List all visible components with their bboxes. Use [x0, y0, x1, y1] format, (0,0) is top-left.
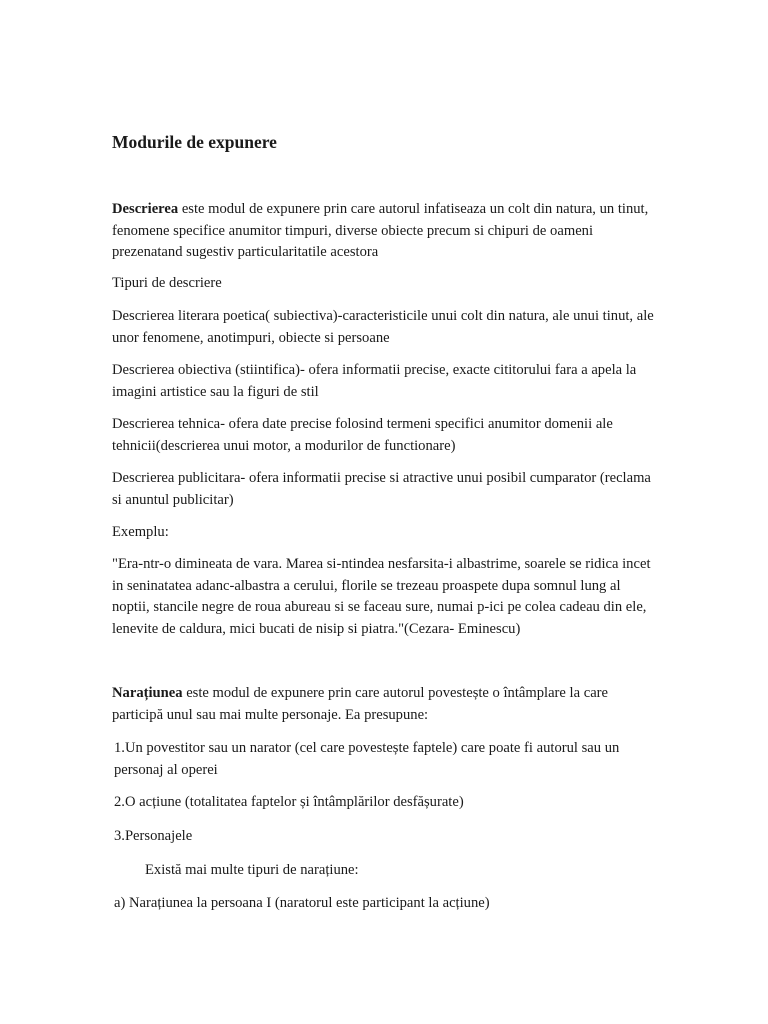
naratiunea-types-intro: Există mai multe tipuri de narațiune: — [145, 862, 359, 878]
descrierea-definition — [112, 199, 660, 264]
example-quote: "Era-ntr-o dimineata de vara. Marea si-ntindea nesfarsita-i albastrime, soarele se ridica incet in seninatatea adanc-albastra a cerului, florile se trezeau proaspete dupa somnul lung al noptii, stancile negre de roua abureau si se faceau sure, numai p-ici pe colea cadeau din ele, lenevite de caldura, mici bucati de nisip si piatra."(Cezara- Eminescu) — [112, 556, 651, 637]
naratiunea-item-2: 2.O acțiune (totalitatea faptelor și întâmplărilor desfășurate) — [114, 794, 464, 810]
descrierea-definition-text: este modul de expunere prin care autorul infatiseaza un colt din natura, un tinut, fenomene specifice anumitor timpuri, diverse obiecte precum si chipuri de oameni prezenatand sugestiv particularitatile acestora — [112, 201, 649, 260]
descrierea-type-literara: Descrierea literara poetica( subiectiva)-caracteristicile unui colt din natura, ale unui tinut, ale unor fenomene, anotimpuri, obiecte si persoane — [112, 308, 654, 346]
naratiunea-item-3: 3.Personajele — [114, 828, 193, 844]
naratiunea-term: Narațiunea — [112, 685, 183, 701]
descrierea-types-heading: Tipuri de descriere — [112, 275, 222, 291]
naratiunea-type-a: a) Narațiunea la persoana I (naratorul este participant la acțiune) — [114, 895, 490, 911]
descrierea-term: Descrierea — [112, 201, 179, 217]
descrierea-type-tehnica: Descrierea tehnica- ofera date precise folosind termeni specifici anumitor domenii ale tehnicii(descrierea unui motor, a modurilor de functionare) — [112, 416, 613, 454]
descrierea-type-obiectiva: Descrierea obiectiva (stiintifica)- ofera informatii precise, exacte cititorului fara a apela la imagini artistice sau la figuri de stil — [112, 362, 637, 400]
example-heading: Exemplu: — [112, 524, 169, 540]
naratiunea-item-1: 1.Un povestitor sau un narator (cel care povestește faptele) care poate fi autorul sau un personaj al operei — [114, 740, 620, 778]
document-title: Modurile de expunere — [112, 132, 277, 152]
naratiunea-definition — [112, 683, 660, 726]
descrierea-type-publicitara: Descrierea publicitara- ofera informatii precise si atractive unui posibil cumparator (reclama si anuntul publicitar) — [112, 470, 651, 508]
naratiunea-definition-text: este modul de expunere prin care autorul povestește o întâmplare la care participă unul sau mai multe personaje. Ea presupune: — [112, 685, 609, 723]
